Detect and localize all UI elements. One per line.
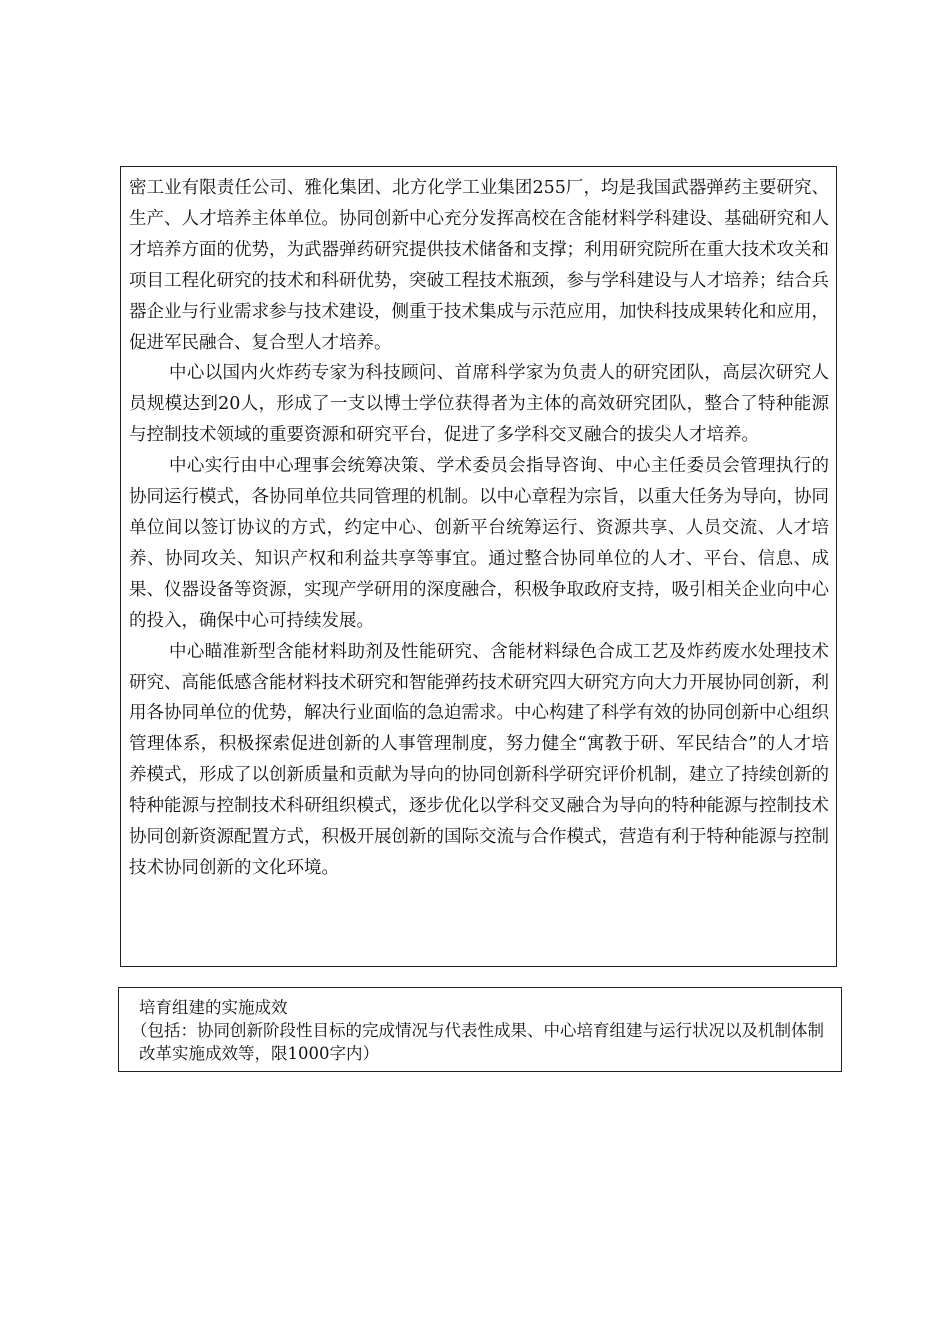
paragraph-research-directions: 中心瞄准新型含能材料助剂及性能研究、含能材料绿色合成工艺及炸药废水处理技术研究、高能低感含能材料技术研究和智能弹药技术研究四大研究方向大力开展协同创新，利用各协同单位的优势，解决行业面临的急迫需求。中心构建了科学有效的协同创新中心组织管理体系，积极探索促进创新的人事管理制度，努力健全“寓教于研、军民结合”的人才培养模式，形成了以创新质量和贡献为导向的协同创新科学研究评价机制，建立了持续创新的特种能源与控制技术科研组织模式，逐步优化以学科交叉融合为导向的特种能源与控制技术协同创新资源配置方式，积极开展创新的国际交流与合作模式，营造有利于特种能源与控制技术协同创新的文化环境。 [129,641,829,878]
paragraph-research-team: 中心以国内火炸药专家为科技顾问、首席科学家为负责人的研究团队，高层次研究人员规模达到20人，形成了一支以博士学位获得者为主体的高效研究团队，整合了特种能源与控制技术领域的重要资源和研究平台，促进了多学科交叉融合的拔尖人才培养。 [129,363,829,446]
section-header-box [118,987,842,1072]
paragraph-operation-mode: 中心实行由中心理事会统筹决策、学术委员会指导咨询、中心主任委员会管理执行的协同运行模式，各协同单位共同管理的机制。以中心章程为宗旨，以重大任务为导向，协同单位间以签订协议的方式，约定中心、创新平台统筹运行、资源共享、人员交流、人才培养、协同攻关、知识产权和利益共享等事宜。通过整合协同单位的人才、平台、信息、成果、仪器设备等资源，实现产学研用的深度融合，积极争取政府支持，吸引相关企业向中心的投入，确保中心可持续发展。 [129,456,829,631]
section-note: （包括：协同创新阶段性目标的完成情况与代表性成果、中心培育组建与运行状况以及机制体制改革实施成效等，限1000字内） [131,1021,824,1063]
content-box [120,166,837,967]
paragraph-partner-units: 密工业有限责任公司、雅化集团、北方化学工业集团255厂，均是我国武器弹药主要研究、生产、人才培养主体单位。协同创新中心充分发挥高校在含能材料学科建设、基础研究和人才培养方面的优势，为武器弹药研究提供技术储备和支撑；利用研究院所在重大技术攻关和项目工程化研究的技术和科研优势，突破工程技术瓶颈，参与学科建设与人才培养；结合兵器企业与行业需求参与技术建设，侧重于技术集成与示范应用，加快科技成果转化和应用，促进军民融合、复合型人才培养。 [129,178,829,353]
section-title: 培育组建的实施成效 [139,998,288,1017]
